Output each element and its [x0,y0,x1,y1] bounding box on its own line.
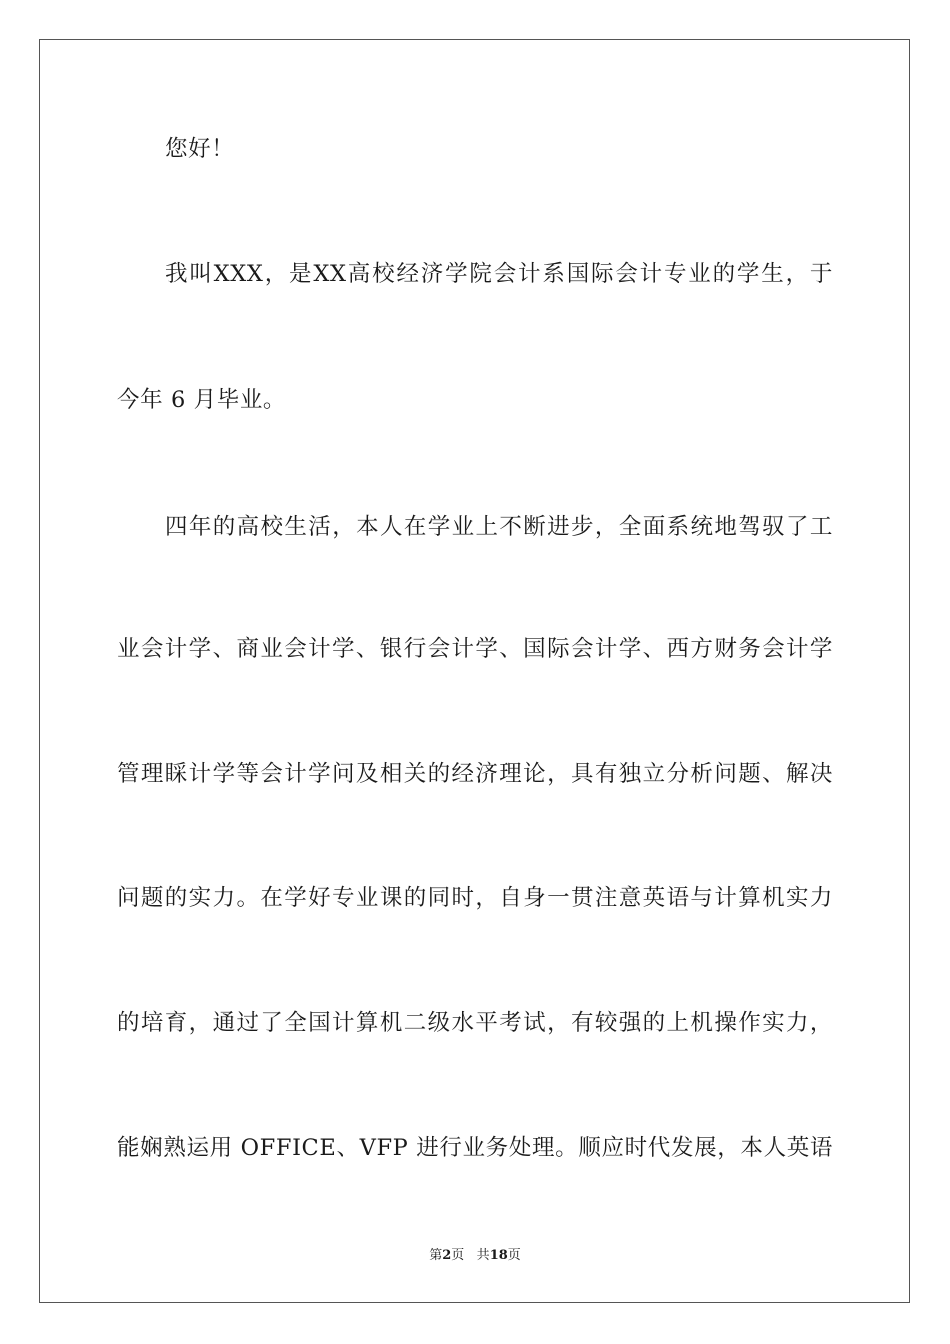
body-line-2: 今年 6 月毕业。 [117,387,287,413]
salutation-line: 您好！ [165,136,235,162]
footer-page-suffix: 页 [451,1248,465,1263]
body-line-6: 问题的实力。在学好专业课的同时，自身一贯注意英语与计算机实力 [117,885,833,911]
body-line-3: 四年的高校生活，本人在学业上不断进步，全面系统地驾驭了工 [165,514,833,540]
footer-page-number: 2 [442,1248,452,1263]
body-line-8: 能娴熟运用 OFFICE、VFP 进行业务处理。顺应时代发展，本人英语 [117,1135,833,1161]
body-line-7: 的培育，通过了全国计算机二级水平考试，有较强的上机操作实力， [117,1010,833,1036]
page-border [39,39,910,1303]
footer-total-prefix: 共 [476,1248,490,1263]
footer-total-suffix: 页 [507,1248,521,1263]
page-footer [0,1247,950,1265]
footer-page-prefix: 第 [429,1248,443,1263]
body-line-4: 业会计学、商业会计学、银行会计学、国际会计学、西方财务会计学 [117,636,833,662]
body-line-5: 管理睬计学等会计学问及相关的经济理论，具有独立分析问题、解决 [117,761,833,787]
footer-total-pages: 18 [489,1248,508,1263]
body-line-1: 我叫XXX，是XX高校经济学院会计系国际会计专业的学生，于 [165,261,833,287]
